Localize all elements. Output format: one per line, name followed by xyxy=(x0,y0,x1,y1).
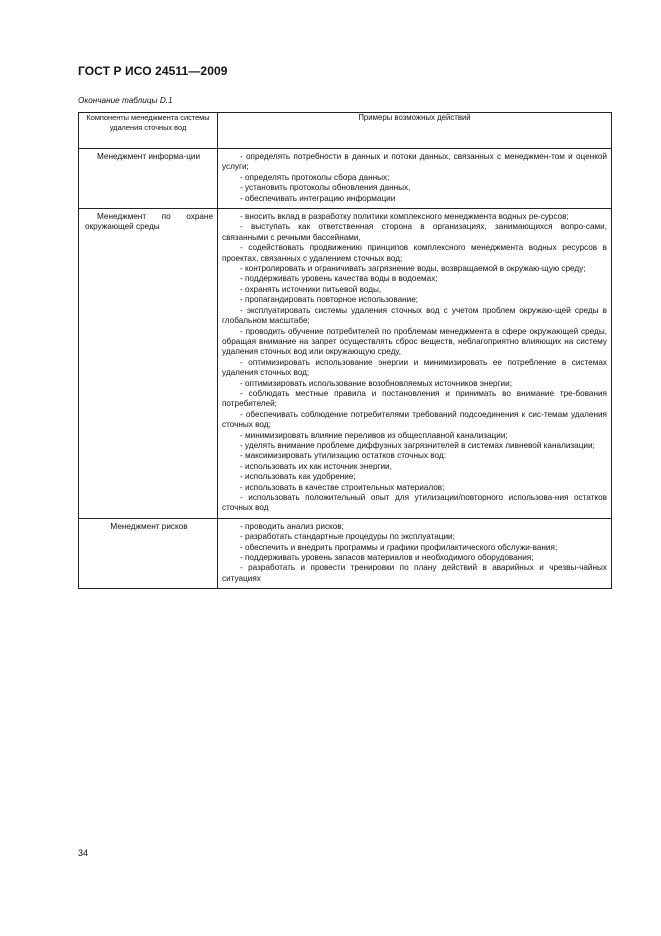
actions-table xyxy=(78,112,612,589)
column-header-actions: Примеры возможных действий xyxy=(218,113,612,149)
action-item: - установить протоколы обновления данных, xyxy=(240,183,411,193)
table-row xyxy=(79,209,612,519)
action-item: - поддерживать уровень качества воды в водоемах; xyxy=(240,274,438,284)
action-item: - обеспечивать соблюдение потребителями требований подсоединения к сис-темам удаления сточных вод; xyxy=(222,409,607,430)
action-item: - обеспечивать интеграцию информации xyxy=(240,193,396,203)
action-item: - разработать стандартные процедуры по эксплуатации; xyxy=(240,532,455,542)
action-item: - пропагандировать повторное использование; xyxy=(240,295,419,305)
action-item: - определять протоколы сбора данных; xyxy=(240,172,390,182)
action-item: - минимизировать влияние переливов из общесплавной канализации; xyxy=(240,430,508,440)
page-number: 34 xyxy=(78,848,89,858)
actions-cell xyxy=(218,209,612,519)
action-item: - максимизировать утилизацию остатков сточных вод: xyxy=(240,451,446,461)
action-item: - контролировать и ограничивать загрязнение воды, возвращаемой в окружаю-щую среду; xyxy=(240,264,586,274)
action-item: - разработать и провести тренировки по плану действий в аварийных и чрезвы-чайных ситуациях xyxy=(222,563,607,583)
action-item: - содействовать продвижению принципов комплексного менеджмента водных ресурсов в проектах, связанных с удалением сточных вод; xyxy=(222,243,607,263)
action-item: - определять потребности в данных и потоки данных, связанных с менеджмен-том и оценкой услуги; xyxy=(222,152,607,172)
table-row xyxy=(79,518,612,588)
action-item: - поддерживать уровень запасов материалов и необходимого оборудования; xyxy=(240,553,534,563)
action-item: - проводить обучение потребителей по проблемам менеджмента в сфере окружающей среды, обращая внимание на запрет осуществлять сброс веществ, неблагоприятно влияющих на систему удаления сточных вод или окружающую среду, xyxy=(222,326,607,357)
column-header-components: Компоненты менеджмента системы удаления сточных вод xyxy=(79,113,218,149)
table-header-row xyxy=(79,113,612,149)
action-item: - использовать в качестве строительных материалов; xyxy=(240,482,445,492)
actions-cell xyxy=(218,518,612,588)
component-cell: Менеджмент информа-ции xyxy=(79,149,218,209)
action-item: - оптимизировать использование энергии и минимизировать ее потребление в системах удаления сточных вод; xyxy=(222,357,607,378)
action-item: - эксплуатировать системы удаления сточных вод с учетом проблем окружаю-щей среды в глобальном масштабе; xyxy=(222,305,607,326)
action-item: - использовать их как источник энергии, xyxy=(240,461,392,471)
action-item: - выступать как ответственная сторона в организациях, занимающихся вопро-сами, связанными с речными бассейнами, xyxy=(222,222,607,242)
action-item: - охранять источники питьевой воды, xyxy=(240,284,382,294)
action-item: - использовать положительный опыт для утилизации/повторного использова-ния остатков сточных вод xyxy=(222,493,607,513)
action-item: - проводить анализ рисков; xyxy=(240,521,344,531)
component-cell: Менеджмент рисков xyxy=(79,518,218,588)
action-item: - оптимизировать использование возобновляемых источников энергии; xyxy=(240,378,512,388)
table-row xyxy=(79,149,612,209)
action-item: - уделять внимание проблеме диффузных загрязнителей в системах ливневой канализации; xyxy=(240,440,595,450)
action-item: - использовать как удобрение; xyxy=(240,472,356,482)
component-cell: Менеджмент по охране окружающей среды xyxy=(79,209,218,519)
action-item: - вносить вклад в разработку политики комплексного менеджмента водных ре-сурсов; xyxy=(240,212,569,222)
actions-cell xyxy=(218,149,612,209)
action-item: - обеспечить и внедрить программы и графики профилактического обслужи-вания; xyxy=(240,542,558,552)
action-item: - соблюдать местные правила и постановления и принимать во внимание тре-бования потребителей; xyxy=(222,388,607,409)
page-header-title: ГОСТ Р ИСО 24511—2009 xyxy=(78,64,228,78)
table-caption: Окончание таблицы D.1 xyxy=(78,96,173,105)
